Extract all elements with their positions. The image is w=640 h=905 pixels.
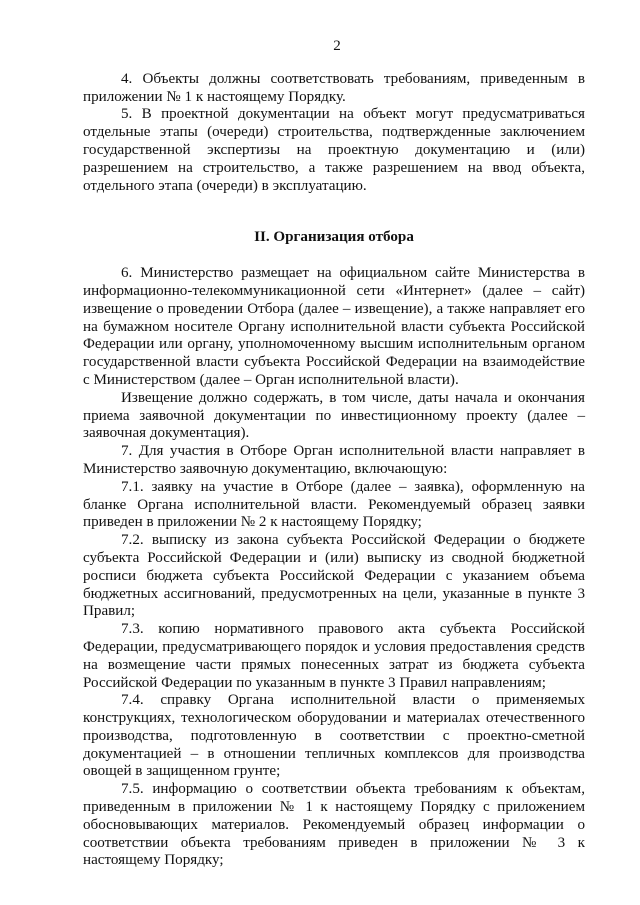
paragraph-5: 5. В проектной документации на объект могут предусматриваться отдельные этапы (очереди) строительства, подтвержденные заключением государственной экспертизы на проектную документацию и (или) разрешением на строительство, а также разрешением на ввод объекта, отдельного этапа (очереди) в эксплуатацию. [83, 106, 585, 194]
page-number: 2 [333, 38, 341, 54]
paragraph-7-1: 7.1. заявку на участие в Отборе (далее – заявка), оформленную на бланке Органа исполнительной власти. Рекомендуемый образец заявки приведен в приложении № 2 к настоящему Порядку; [83, 478, 585, 531]
paragraph-notice-content: Извещение должно содержать, в том числе, даты начала и окончания приема заявочной документации по инвестиционному проекту (далее – заявочная документация). [83, 389, 585, 442]
section-title: II. Организация отбора [254, 229, 414, 246]
document-page [83, 38, 585, 870]
paragraph-4: 4. Объекты должны соответствовать требованиям, приведенным в приложении № 1 к настоящему Порядку. [83, 70, 585, 105]
paragraph-7-4: 7.4. справку Органа исполнительной власти о применяемых конструкциях, технологическом оборудовании и материалах отечественного производства, подготовленную в соответствии с проектно-сметной документацией – в отношении тепличных комплексов для производства овощей в защищенном грунте; [83, 692, 585, 780]
paragraph-7: 7. Для участия в Отборе Орган исполнительной власти направляет в Министерство заявочную документацию, включающую: [83, 443, 585, 477]
paragraph-7-5: 7.5. информацию о соответствии объекта требованиям к объектам, приведенным в приложении № 1 к настоящему Порядку с приложением обосновывающих материалов. Рекомендуемый образец информации о соответствии объекта требованиям приведен в приложении № 3 к настоящему Порядку; [83, 781, 585, 869]
paragraph-7-2: 7.2. выписку из закона субъекта Российской Федерации о бюджете субъекта Российской Федерации и (или) выписку из сводной бюджетной росписи бюджета субъекта Российской Федерации с указанием объема бюджетных ассигнований, предусмотренных на цели, указанные в пункте 3 Правил; [83, 532, 585, 620]
paragraph-6: 6. Министерство размещает на официальном сайте Министерства в информационно-телекоммуникационной сети «Интернет» (далее – сайт) извещение о проведении Отбора (далее – извещение), а также направляет его на бумажном носителе Органу исполнительной власти субъекта Российской Федерации или органу, уполномоченному высшим исполнительным органом государственной власти субъекта Российской Федерации на взаимодействие с Министерством (далее – Орган исполнительной власти). [83, 265, 585, 388]
paragraph-7-3: 7.3. копию нормативного правового акта субъекта Российской Федерации, предусматривающего порядок и условия предоставления средств на возмещение части прямых понесенных затрат из бюджета субъекта Российской Федерации по указанным в пункте 3 Правил направлениям; [83, 621, 585, 691]
